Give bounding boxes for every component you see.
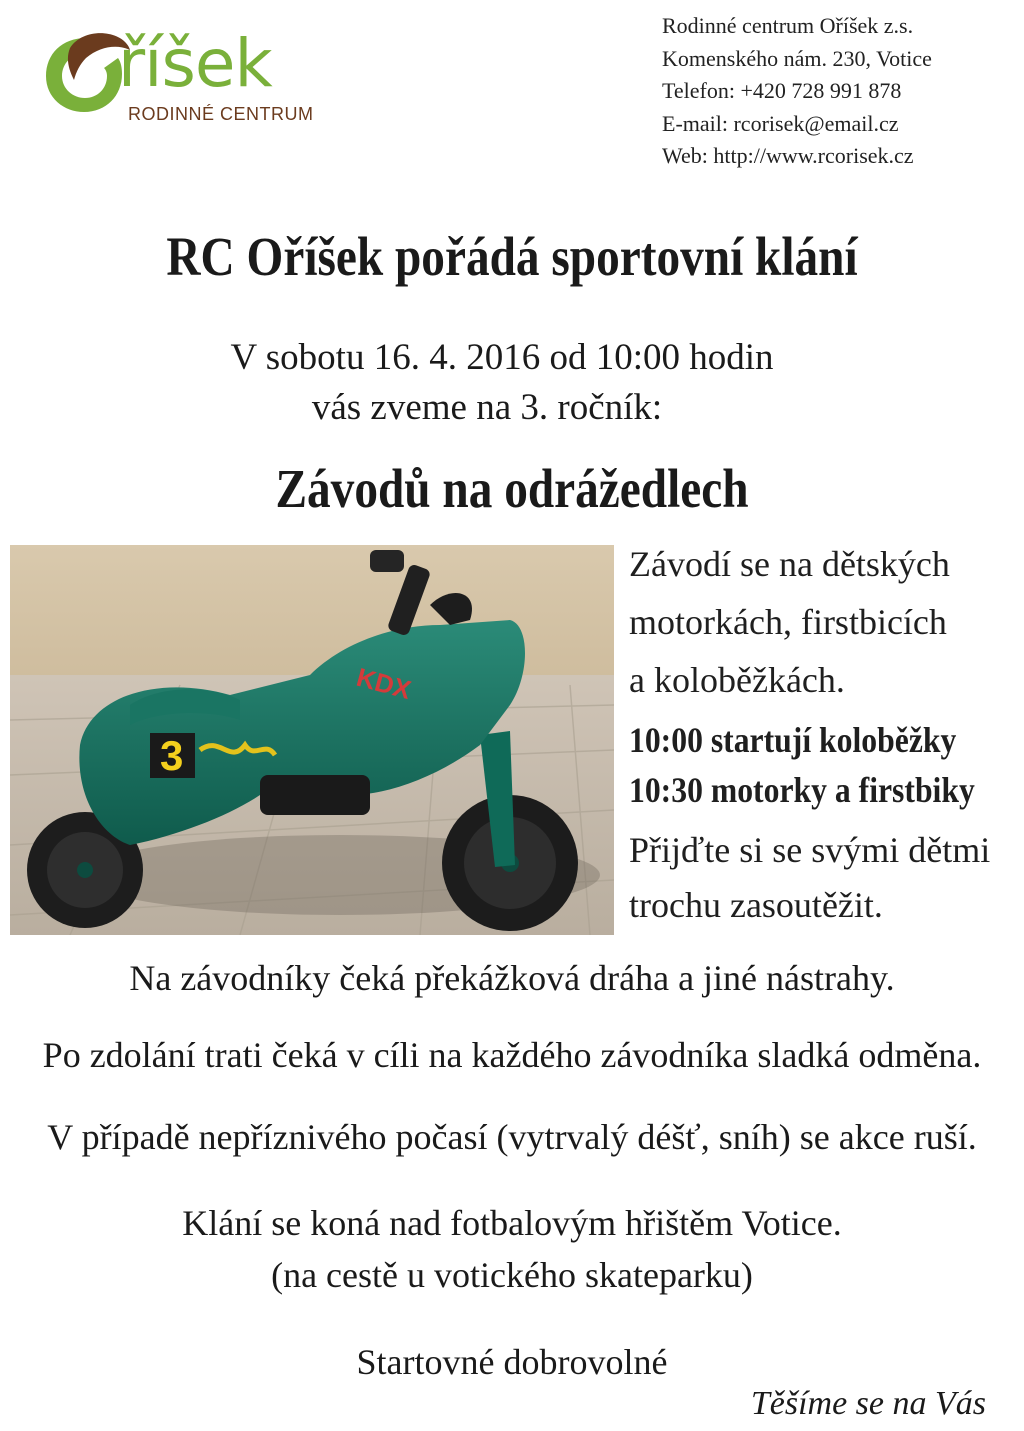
race-description xyxy=(629,535,1024,709)
contact-phone: Telefon: +420 728 991 878 xyxy=(662,78,902,103)
start-time-scooters: 10:00 startují koloběžky xyxy=(629,720,957,760)
start-times xyxy=(629,715,977,815)
venue-text xyxy=(0,1197,1024,1301)
desc-line: a koloběžkách. xyxy=(629,660,845,700)
photo-ride-on-toy xyxy=(10,545,614,935)
come-line: trochu zasoutěžit. xyxy=(629,885,883,925)
photo-decal: KDX xyxy=(353,661,415,706)
obstacle-text: Na závodníky čeká překážková dráha a jiné nástrahy. xyxy=(129,958,895,998)
ride-on-bike-illustration xyxy=(10,545,614,935)
logo xyxy=(40,22,350,132)
contact-address: Komenského nám. 230, Votice xyxy=(662,45,932,71)
venue-line: Klání se koná nad fotbalovým hřištěm Votice. xyxy=(182,1203,842,1243)
come-along-text xyxy=(629,823,1024,933)
signoff: Těšíme se na Vás xyxy=(750,1385,986,1422)
contact-web: Web: http://www.rcorisek.cz xyxy=(662,143,914,168)
date-text: V sobotu 16. 4. 2016 od 10:00 hodin xyxy=(230,337,774,378)
desc-line: motorkách, firstbicích xyxy=(629,602,947,642)
logo-wordmark: říšek xyxy=(118,25,272,102)
entry-fee-text: Startovné dobrovolné xyxy=(356,1342,668,1382)
invite-line xyxy=(0,383,1024,433)
venue-note: (na cestě u votického skateparku) xyxy=(271,1255,753,1295)
invite-text: vás zveme na 3. ročník: xyxy=(311,387,663,428)
headline: RC Oříšek pořádá sportovní klání xyxy=(166,226,858,287)
come-line: Přijďte si se svými dětmi xyxy=(629,830,991,870)
contact-org: Rodinné centrum Oříšek z.s. xyxy=(662,13,914,38)
contact-block xyxy=(662,10,1022,173)
photo-number: 3 xyxy=(160,732,184,779)
weather-text: V případě nepříznivého počasí (vytrvalý déšť, sníh) se akce ruší. xyxy=(47,1117,977,1157)
event-title: Závodů na odrážedlech xyxy=(275,458,749,519)
contact-email: E-mail: rcorisek@email.cz xyxy=(662,110,899,136)
reward-text: Po zdolání trati čeká v cíli na každého závodníka sladká odměna. xyxy=(42,1035,982,1075)
date-line xyxy=(0,333,1024,383)
start-time-bikes: 10:30 motorky a firstbiky xyxy=(629,770,975,810)
side-column xyxy=(629,535,1024,933)
logo-subtitle: RODINNÉ CENTRUM xyxy=(128,104,314,124)
desc-line: Závodí se na dětských xyxy=(629,544,950,584)
